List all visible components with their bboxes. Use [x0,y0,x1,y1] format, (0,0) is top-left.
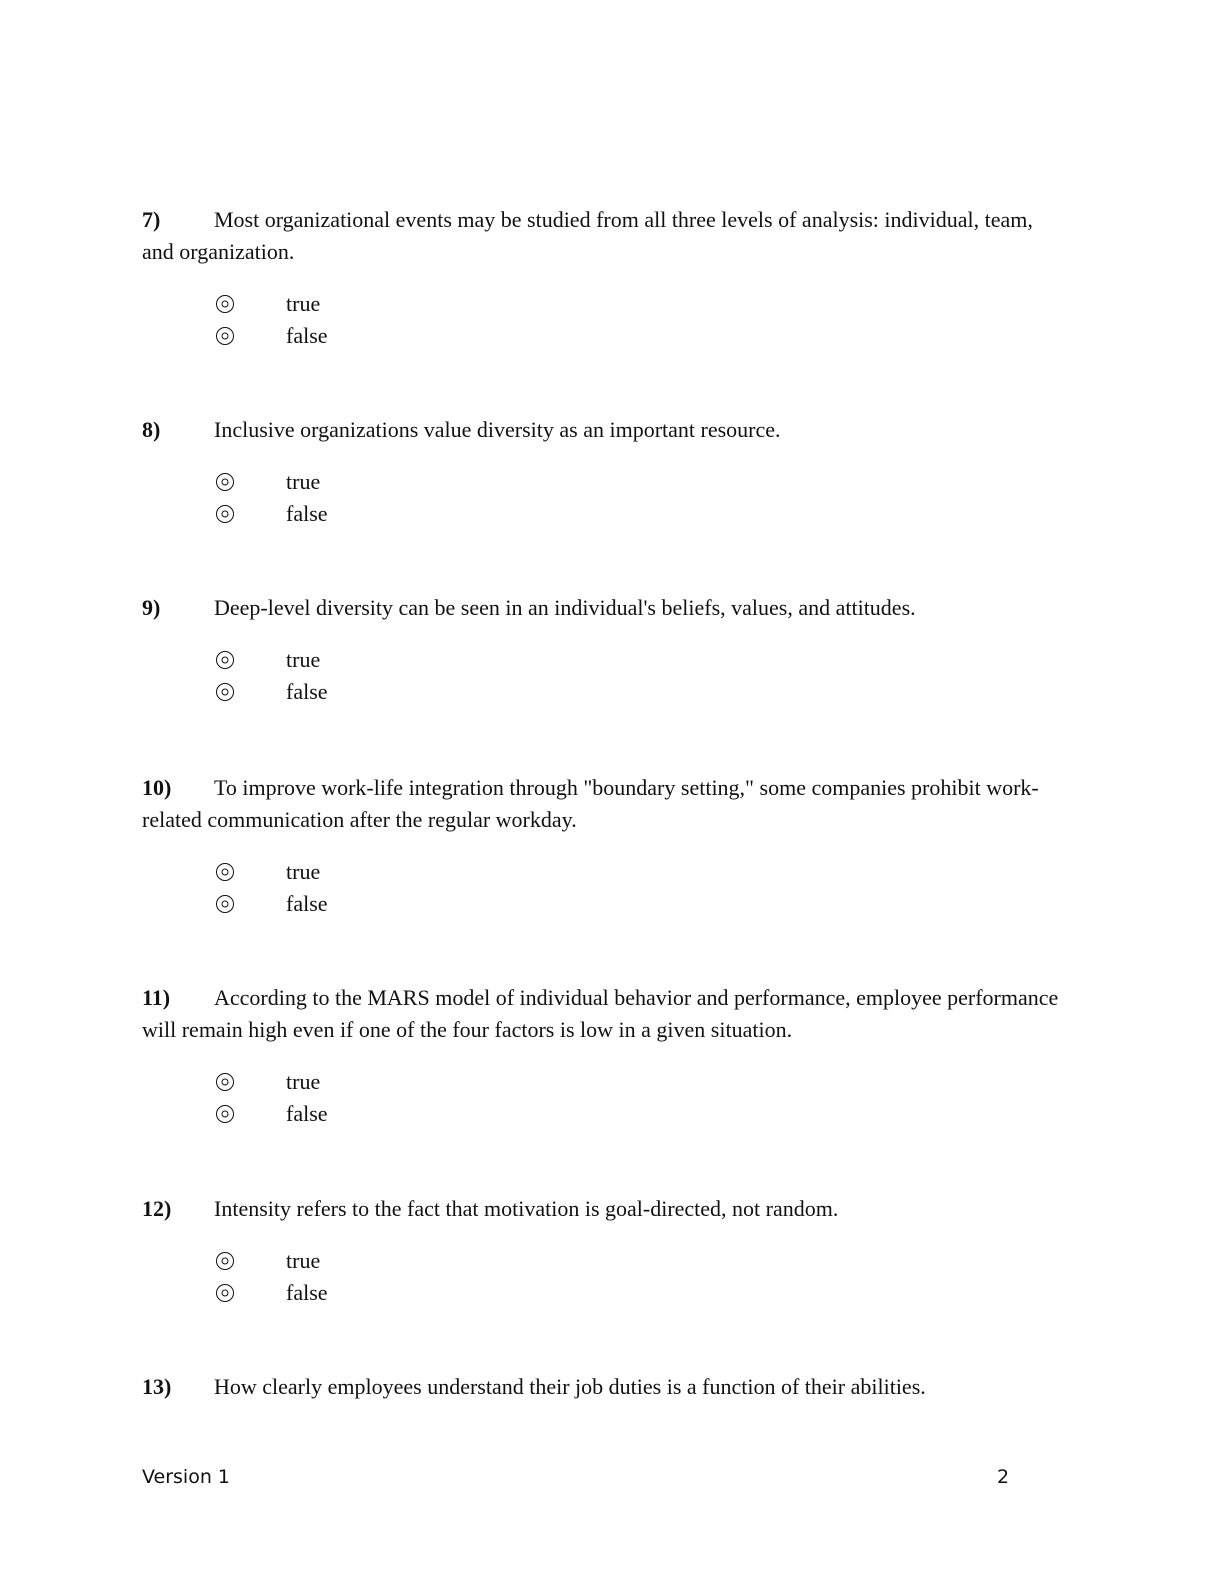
radio-button-icon[interactable] [216,473,234,491]
option-label: false [286,1280,328,1305]
option-false[interactable] [216,1277,1062,1309]
question-prompt: To improve work-life integration through "boundary setting," some companies prohibit work-related communication after the regular workday. [142,775,1039,832]
option-label: true [286,1248,321,1273]
option-false[interactable] [216,676,1062,708]
question-13 [142,1371,1062,1403]
radio-button-icon[interactable] [216,683,234,701]
question-prompt: According to the MARS model of individual behavior and performance, employee performance will remain high even if one of the four factors is low in a given situation. [142,985,1059,1042]
radio-button-icon[interactable] [216,295,234,313]
question-prompt: Intensity refers to the fact that motivation is goal-directed, not random. [214,1196,839,1221]
radio-button-icon[interactable] [216,895,234,913]
option-label: false [286,323,328,348]
question-11 [142,982,1062,1130]
question-prompt: Inclusive organizations value diversity as an important resource. [214,417,781,442]
footer-version: Version 1 [142,1466,230,1488]
option-true[interactable] [216,1066,1062,1098]
option-label: true [286,291,321,316]
question-text [142,204,1062,268]
option-true[interactable] [216,466,1062,498]
answer-options [216,856,1062,920]
question-text [142,1193,1062,1225]
radio-button-icon[interactable] [216,1284,234,1302]
option-label: false [286,679,328,704]
question-text [142,592,1062,624]
answer-options [216,1066,1062,1130]
option-label: true [286,469,321,494]
option-false[interactable] [216,498,1062,530]
answer-options [216,1245,1062,1309]
question-number: 13) [142,1374,172,1399]
question-9 [142,592,1062,708]
question-text [142,1371,1062,1403]
answer-options [216,288,1062,352]
option-false[interactable] [216,320,1062,352]
question-10 [142,772,1062,920]
radio-button-icon[interactable] [216,1105,234,1123]
question-prompt: How clearly employees understand their job duties is a function of their abilities. [214,1374,926,1399]
question-number: 8) [142,417,161,442]
option-label: false [286,501,328,526]
option-false[interactable] [216,1098,1062,1130]
question-prompt: Deep-level diversity can be seen in an individual's beliefs, values, and attitudes. [214,595,916,620]
option-true[interactable] [216,1245,1062,1277]
option-label: true [286,859,321,884]
question-number: 12) [142,1196,172,1221]
option-true[interactable] [216,644,1062,676]
footer-page-number: 2 [997,1466,1010,1488]
radio-button-icon[interactable] [216,505,234,523]
option-false[interactable] [216,888,1062,920]
option-true[interactable] [216,288,1062,320]
question-text [142,772,1062,836]
question-number: 7) [142,207,161,232]
radio-button-icon[interactable] [216,651,234,669]
question-number: 11) [142,985,171,1010]
option-label: false [286,1101,328,1126]
radio-button-icon[interactable] [216,1252,234,1270]
option-true[interactable] [216,856,1062,888]
question-12 [142,1193,1062,1309]
question-8 [142,414,1062,530]
option-label: false [286,891,328,916]
radio-button-icon[interactable] [216,1073,234,1091]
question-number: 10) [142,775,172,800]
question-number: 9) [142,595,161,620]
radio-button-icon[interactable] [216,327,234,345]
answer-options [216,644,1062,708]
option-label: true [286,647,321,672]
answer-options [216,466,1062,530]
question-prompt: Most organizational events may be studied from all three levels of analysis: individual, team, and organization. [142,207,1033,264]
radio-button-icon[interactable] [216,863,234,881]
option-label: true [286,1069,321,1094]
question-text [142,982,1062,1046]
question-text [142,414,1062,446]
question-7 [142,204,1062,352]
